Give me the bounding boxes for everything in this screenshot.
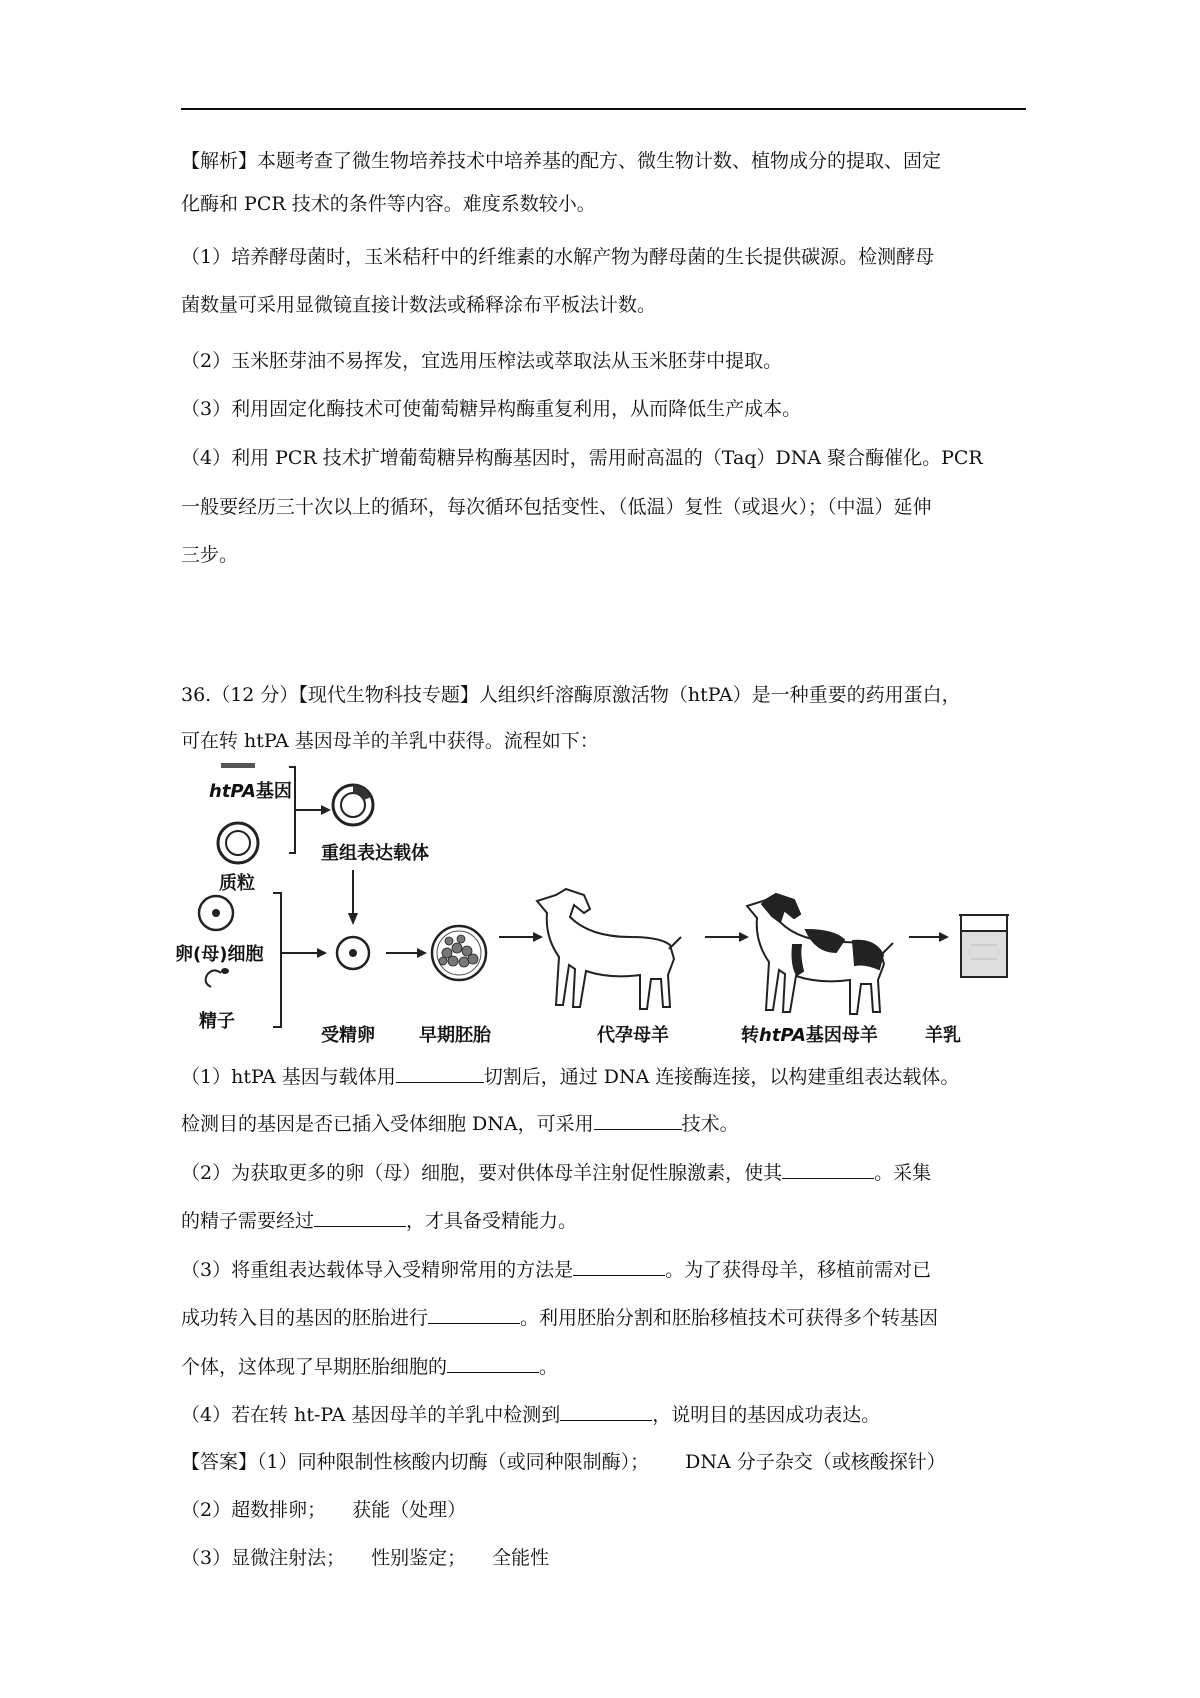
q2-line-2 (181, 1206, 1041, 1234)
analysis-p2: （2）玉米胚芽油不易挥发，宜选用压榨法或萃取法从玉米胚芽中提取。 (181, 350, 783, 372)
header-rule (181, 108, 1026, 110)
q3-text-b: 。为了获得母羊，移植前需对已 (665, 1259, 932, 1281)
sperm-tail (206, 970, 221, 987)
vector-label: 重组表达载体 (321, 843, 429, 864)
answer-3-first: （3）显微注射法； (181, 1547, 346, 1569)
embryo-label: 早期胚胎 (419, 1025, 491, 1046)
q3-line-2 (181, 1303, 1041, 1331)
q3-blank-1[interactable] (573, 1255, 665, 1276)
q1-line-1 (181, 1062, 1041, 1090)
q1-blank-1[interactable] (396, 1062, 484, 1083)
q3-line-1 (181, 1255, 1041, 1283)
q2-text-c: 的精子需要经过 (181, 1210, 315, 1232)
q2-blank-2[interactable] (314, 1206, 406, 1227)
transgenic-goat (747, 894, 893, 1014)
question-intro-line-1: 36.（12 分）【现代生物科技专题】人组织纤溶酶原激活物（htPA）是一种重要的药用蛋白， (181, 684, 961, 706)
question-intro-line-2: 可在转 htPA 基因母羊的羊乳中获得。流程如下： (181, 730, 599, 752)
answer-line-3 (181, 1545, 1041, 1571)
transgenic-label-pre: 转 (741, 1025, 759, 1046)
zygote-label: 受精卵 (321, 1025, 375, 1046)
answer-line-1 (181, 1449, 1041, 1475)
q3-blank-3[interactable] (447, 1352, 539, 1373)
analysis-p3: （3）利用固定化酶技术可使葡萄糖异构酶重复利用，从而降低生产成本。 (181, 398, 802, 420)
q3-text-a: （3）将重组表达载体导入受精卵常用的方法是 (181, 1259, 574, 1281)
process-diagram (181, 755, 1011, 1050)
analysis-line-2: 化酶和 PCR 技术的条件等内容。难度系数较小。 (181, 193, 596, 215)
answer-2-second: 获能（处理） (352, 1499, 467, 1521)
q1-line-2 (181, 1109, 1041, 1137)
htpa-process-figure (175, 755, 1011, 1050)
q3-text-c: 成功转入目的基因的胚胎进行 (181, 1307, 429, 1329)
analysis-p4-line-3: 三步。 (181, 544, 239, 566)
q3-blank-2[interactable] (428, 1303, 520, 1324)
bracket-bottom (273, 893, 281, 1027)
q3-text-f: 。 (539, 1356, 559, 1378)
q1-blank-2[interactable] (594, 1109, 682, 1130)
q2-text-b: 。采集 (874, 1162, 932, 1184)
milk-label: 羊乳 (925, 1025, 961, 1046)
q1-text-a: （1）htPA 基因与载体用 (181, 1066, 396, 1088)
answer-1-first: 【答案】（1）同种限制性核酸内切酶（或同种限制酶）； (181, 1451, 650, 1473)
plasmid-ring (218, 823, 258, 863)
q2-text-a: （2）为获取更多的卵（母）细胞，要对供体母羊注射促性腺激素，使其 (181, 1162, 783, 1184)
analysis-p1-line-1: （1）培养酵母菌时，玉米秸秆中的纤维素的水解产物为酵母菌的生长提供碳源。检测酵母 (181, 246, 935, 268)
answer-2-first: （2）超数排卵； (181, 1499, 327, 1521)
q4-text-b: ，说明目的基因成功表达。 (652, 1404, 881, 1426)
q1-text-b: 切割后，通过 DNA 连接酶连接，以构建重组表达载体。 (483, 1066, 960, 1088)
transgenic-label (741, 1021, 878, 1047)
analysis-p4-line-1: （4）利用 PCR 技术扩增葡萄糖异构酶基因时，需用耐高温的（Taq）DNA 聚合酶催化。PCR (181, 447, 983, 469)
q1-text-c: 检测目的基因是否已插入受体细胞 DNA，可采用 (181, 1113, 594, 1135)
analysis-line-1: 【解析】本题考查了微生物培养技术中培养基的配方、微生物计数、植物成分的提取、固定 (181, 150, 942, 172)
q4-text-a: （4）若在转 ht-PA 基因母羊的羊乳中检测到 (181, 1404, 561, 1426)
answer-3-second: 性别鉴定； (371, 1547, 467, 1569)
oocyte-label: 卵(母)细胞 (175, 944, 264, 965)
q3-text-e: 个体，这体现了早期胚胎细胞的 (181, 1356, 448, 1378)
answer-line-2 (181, 1497, 1041, 1523)
analysis-p1-line-2: 菌数量可采用显微镜直接计数法或稀释涂布平板法计数。 (181, 294, 657, 316)
surrogate-label: 代孕母羊 (597, 1025, 669, 1046)
transgenic-label-italic: htPA (759, 1025, 806, 1046)
q2-blank-1[interactable] (782, 1158, 874, 1179)
gene-label-rest: 基因 (255, 781, 292, 802)
gene-label (209, 777, 292, 803)
answer-3-third: 全能性 (492, 1547, 550, 1569)
gene-bar (221, 763, 255, 768)
milk-beaker (959, 915, 1009, 977)
q1-text-d: 技术。 (681, 1113, 739, 1135)
q2-line-1 (181, 1158, 1041, 1186)
q4-line-1 (181, 1400, 1041, 1428)
plasmid-label: 质粒 (219, 873, 255, 894)
sperm-label: 精子 (199, 1011, 235, 1032)
answer-1-second: DNA 分子杂交（或核酸探针） (685, 1451, 946, 1473)
q2-text-d: ，才具备受精能力。 (406, 1210, 578, 1232)
q3-text-d: 。利用胚胎分割和胚胎移植技术可获得多个转基因 (520, 1307, 939, 1329)
transgenic-label-post: 基因母羊 (805, 1025, 878, 1046)
q4-blank-1[interactable] (560, 1400, 652, 1421)
surrogate-goat (537, 889, 681, 1009)
q3-line-3 (181, 1352, 1041, 1380)
gene-label-italic: htPA (209, 781, 256, 802)
analysis-p4-line-2: 一般要经历三十次以上的循环，每次循环包括变性、（低温）复性（或退火）；（中温）延伸 (181, 496, 932, 518)
